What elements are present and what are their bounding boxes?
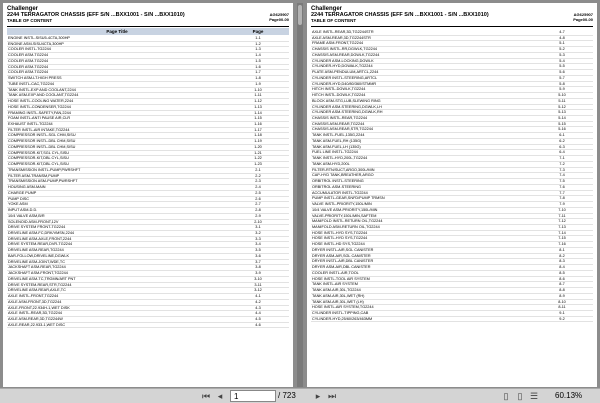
toc-entry-title: TANK ASM-AIR,30L,TG2244 (312, 288, 361, 293)
toc-entry-page: 1-2 (255, 41, 261, 46)
toc-entry-page: 8-10 (558, 299, 566, 304)
toc-entry-title: AXLE ASM-REAR,3D,TG2244W (8, 316, 63, 321)
toc-entry-title: HOSE INSTL-HD SYS,TG2244 (312, 242, 365, 247)
page-total: / 723 (278, 391, 296, 400)
toc-entry-page: 8-8 (559, 288, 565, 293)
toc-entry-title: CHASSIS INSTL-RR,DGWLK,TG2244 (312, 47, 377, 52)
toc-entry-title: DRIVELINE ASM-REAR,TG2244 (8, 248, 64, 253)
toc-entry-page: 8-11 (558, 305, 566, 310)
toc-entry-title: FRAME ASM-FRONT,TG2244 (312, 41, 364, 46)
toc-entry-title: 10/4 VALVE ASM,B/R (8, 213, 45, 218)
toc-entry-page: 1-5 (255, 58, 261, 63)
toc-entry-title: CHASSIS ASM-REAR,TG2244 (312, 121, 365, 126)
toc-entry-page: 4-2 (255, 299, 261, 304)
toc-entry-title: TANK ASM-AIR,30L,WET (LH) (312, 299, 364, 304)
toc-entry-title: CYLINDER ASM-STEERING,DGWLK,RH (312, 110, 383, 115)
toc-entry-page: 2-9 (255, 213, 261, 218)
toc-entry-page: 7-3 (559, 167, 565, 172)
toc-entry-title: CHARGE PUMP (8, 190, 37, 195)
toc-entry-page: 1-9 (255, 81, 261, 86)
toc-entry-title: HOSE INSTL-COOLING WATER,2244 (8, 99, 74, 104)
toc-entry-title: VALVE INSTL-PRIORITY,150L/MIN (312, 202, 372, 207)
toc-entry-page: 3-8 (255, 265, 261, 270)
toc-entry-title: DRYER ASM-AIR,SGL CANISTER (312, 253, 371, 258)
toc-entry-page: 5-7 (559, 75, 565, 80)
toc-entry-title: PLATE ASM-PENDULUM,ARTCL,2244 (312, 70, 379, 75)
toc-entry-page: 1-18 (254, 133, 262, 138)
toc-entry-title: TANK ASM-FUEL,LH (135G) (312, 144, 361, 149)
page-ref-block (269, 12, 289, 22)
scroll-thumb[interactable] (298, 5, 302, 25)
toc-entry-page: 3-4 (255, 242, 261, 247)
toc-entry-page: 3-2 (255, 230, 261, 235)
toc-entry-page: 9-1 (559, 310, 565, 315)
toc-entry-page: 5-2 (559, 47, 565, 52)
toc-entry-title: COOLER INSTL-AIR,TOOL (312, 270, 359, 275)
toc-entry-page: 6-1 (559, 133, 565, 138)
toc-entry-page: 5-14 (558, 116, 566, 121)
toc-entry-title: BAR-FOLLOW,DRIVELINE,DGWLK (8, 253, 69, 258)
toc-entry-title: BLOCK ASM-STG,LUB,SLEWING RING (312, 98, 381, 103)
toc-entry-title: HOSE INSTL-AIR SYSTEM,TG2244 (312, 305, 374, 310)
toc-entry-title: MANIFOLD ASM-RETURN OIL,TG2244 (312, 224, 380, 229)
two-page-view-icon[interactable]: ▯ (517, 391, 523, 401)
toc-entry-title: COOLER INSTL-TG2244 (8, 47, 51, 52)
document-title: 2244 TERRAGATOR CHASSIS (EFF S/N ...BXX1001 - S/N ...BXX1010) (7, 12, 185, 18)
pdf-page-right (307, 3, 597, 387)
toc-entry-title: COOLER ASM-TG2244 (8, 58, 49, 63)
continuous-view-icon[interactable]: ☰ (529, 391, 539, 401)
toc-entry-title: COMPRESSOR INSTL-DBL CHM,SISU (8, 144, 76, 149)
toc-entry-title: VALVE-PRIORITY,150L/MIN,SAFTEM (312, 213, 377, 218)
toc-entry-title: JACKSHAFT ASM-REAR,TG2244 (8, 265, 66, 270)
toc-entry-title: ENGINE ASM-SISU4CTA,300HP (8, 41, 64, 46)
toc-entry-page: 7-8 (559, 196, 565, 201)
toc-entry-title: FILTER-RTN/SUCT,ARGO,300L/MIN (312, 167, 375, 172)
toc-entry-title: DRIVE SYSTEM-REAR,DVR-TG2244 (8, 242, 73, 247)
toc-entry-title: CYLINDER-HYD,DGWALK,TG2244 (312, 64, 373, 69)
toc-entry-title: INPUT ASM-D.D. (8, 208, 38, 213)
toc-entry-page: 8-9 (559, 293, 565, 298)
toc-entry-page: 4-7 (559, 30, 565, 34)
toc-entry-title: ACCUMULATOR INSTL-TG2244 (312, 190, 368, 195)
toc-entry-title: HOUSING ASM-MAIN (8, 185, 46, 190)
page-reference: Page00-00 (269, 17, 289, 22)
toc-entry-page: 8-4 (559, 265, 565, 270)
toc-entry-title: 10/4 VALVE ASM-PRIORITY,150L/MIN (312, 207, 378, 212)
toc-entry-page: 9-2 (559, 316, 565, 321)
toc-entry-page: 2-10 (254, 219, 262, 224)
toc-entry-page: 1-7 (255, 70, 261, 75)
toc-entry-title: CYLINDER INSTL-TIPPING,CAB (312, 310, 369, 315)
toc-entry-page: 1-23 (254, 162, 262, 167)
toc-entry-page: 6-3 (559, 144, 565, 149)
toc-entry-page: 1-19 (254, 139, 262, 144)
toc-entry-page: 3-3 (255, 236, 261, 241)
toc-entry-page: 3-1 (255, 225, 261, 230)
toc-entry-title: TANK INSTL-AIR SYSTEM (312, 282, 358, 287)
toc-entry-title: DRYER ASM-AIR,DBL CANISTER (312, 265, 371, 270)
document-subtitle: TABLE OF CONTENT (311, 18, 357, 23)
toc-entry-page: 4-3 (255, 305, 261, 310)
toc-entry-page: 3-7 (255, 259, 261, 264)
toc-entry-title: AXLE-FRONT,22.934H-1,WET DISK (8, 305, 70, 310)
toc-entry-page: 7-13 (558, 224, 566, 229)
toc-entry-title: HITCH INSTL-DGWLK,TG2244 (312, 87, 366, 92)
toc-entry-title: TRANSMISSION ASM-PUMP,PWRSHFT (8, 179, 78, 184)
toc-entry-title: DRIVELINE ASM-TC,TRGMN/ART PNT (8, 276, 76, 281)
toc-entry-title: TANK INSTL-FUEL,135G,2244 (312, 133, 365, 138)
page-number-input[interactable] (230, 390, 276, 402)
toc-entry-title: DRIVELINE ASM-JOINT,WDE,TC (8, 259, 65, 264)
toc-entry-title: SOLENOID ASM-FRONT,12V (8, 219, 59, 224)
toc-entry-page: 7-1 (559, 156, 565, 161)
page-ref-block (573, 12, 593, 22)
toc-entry-page: 7-4 (559, 173, 565, 178)
toc-entry-page: 1-22 (254, 156, 262, 161)
toc-entry-title: FILTER ASM-TRANSM,PUMP (8, 173, 60, 178)
toc-entry-page: 8-6 (559, 276, 565, 281)
toc-entry-page: 7-5 (559, 179, 565, 184)
toc-entry-page: 2-1 (255, 167, 261, 172)
toc-entry-page: 7-10 (558, 207, 566, 212)
toc-entry-title: ORBITROL ASM-STEERING (312, 184, 362, 189)
toc-entry-title: TANK INSTL-HYD,200L,TG2244 (312, 156, 368, 161)
toc-entry-title: DRYER INSTL-AIR,SGL CANISTER (312, 247, 374, 252)
toc-entry-page: 7-6 (559, 184, 565, 189)
toc-entry-page: 8-1 (559, 247, 565, 252)
toc-entry-page: 4-1 (255, 294, 261, 299)
toc-entry-page: 2-7 (255, 202, 261, 207)
toc-entry-page: 5-16 (558, 127, 566, 132)
toc-entry-page: 7-16 (558, 242, 566, 247)
toc-entry-title: CYLINDER ASM-LOCKING,DGWLK (312, 58, 374, 63)
toc-entry-page: 1-4 (255, 53, 261, 58)
toc-entry-page: 1-20 (254, 144, 262, 149)
column-page-title: Page Title (106, 29, 128, 34)
toc-entry-page: 3-5 (255, 248, 261, 253)
brand-name: Challenger (311, 6, 343, 12)
toc-entry-page: 7-9 (559, 202, 565, 207)
toc-entry-title: AXLE ASM-FRONT,3D,TG2244 (8, 299, 62, 304)
toc-entry-title: TANK INSTL-EXP AND COOLANT,2244 (8, 87, 76, 92)
toc-entry-title: SWITCH ASM-LT.HIGH PRESS (8, 76, 62, 81)
toc-entry-page: 3-9 (255, 271, 261, 276)
toc-entry-page: 1-12 (254, 99, 262, 104)
toc-list-right (311, 30, 593, 322)
toc-entry-page: 7-15 (558, 236, 566, 241)
toc-entry-title: CHASSIS INSTL-REAR,TG2244 (312, 116, 368, 121)
toc-entry-title: CAP-HYD TANK,BREATHER,ARGO (312, 173, 374, 178)
toc-entry-page: 5-6 (559, 70, 565, 75)
toc-entry-title: CYLINDER INSTL-STEERING,ARTCL (312, 75, 378, 80)
toc-entry-page: 5-15 (558, 121, 566, 126)
toc-entry-page: 1-21 (254, 150, 262, 155)
toc-entry-title: FILTER INSTL-AIR INTAKE,TG2244 (8, 127, 70, 132)
toc-entry-page: 8-5 (559, 270, 565, 275)
toc-entry-page: 4-4 (255, 311, 261, 316)
toc-entry-title: HOSE INSTL-HYD SYS,TG2244 (312, 230, 368, 235)
toc-entry-page: 7-12 (558, 219, 566, 224)
toc-entry-title: HOSE INSTL-TOOL AIR SYSTEM (312, 276, 370, 281)
pdf-page-left (3, 3, 293, 387)
toc-entry-page: 8-7 (559, 282, 565, 287)
toc-entry-title: MANIFOLD INSTL-RETURN OIL,TG2244 (312, 219, 383, 224)
toc-entry-page: 8-3 (559, 259, 565, 264)
toc-entry-page: 1-3 (255, 47, 261, 52)
toc-entry-title: CHASSIS ASM-REAR,DGWLK,TG2244 (312, 52, 380, 57)
toc-entry-page: 4-8 (559, 35, 565, 40)
toc-entry-title: TANK ASM-HYD,200L (312, 161, 350, 166)
toc-entry-title: DRIVE SYSTEM-REAR,STR,TG2244 (8, 282, 72, 287)
toc-entry-title: AXLE INSTL-FRONT,TG2244 (8, 294, 59, 299)
toc-entry-title: COOLER ASM-TG2244 (8, 53, 49, 58)
toc-entry-title: DRIVELINE ASM-REAR,AXLE,TC (8, 288, 66, 293)
toc-entry-title: CYLINDER-HYD,25/60/263/463MM (312, 316, 373, 321)
toc-entry-page: 1-11 (254, 93, 262, 98)
header-rule (7, 26, 289, 27)
toc-entry-page: 6-4 (559, 150, 565, 155)
next-page-icon[interactable]: ▸ (315, 391, 321, 401)
toc-entry-title: AXLE INSTL-REAR,3D,TG2244 (8, 311, 63, 316)
toc-entry-page: 5-4 (559, 58, 565, 63)
toc-entry-title: TANK ASM-FUEL,RH (135G) (312, 138, 362, 143)
toc-entry-page: 5-3 (559, 52, 565, 57)
toc-entry-title: COMPRESSOR INSTL-DBL CHM,SISU (8, 139, 76, 144)
toc-entry-page: 5-12 (558, 104, 566, 109)
toc-entry-title: DRIVELINE ASM-AXLE,FRONT,2244 (8, 236, 72, 241)
toc-row[interactable] (311, 317, 593, 323)
toc-entry-page: 5-13 (558, 110, 566, 115)
toc-entry-title: HOSE INSTL-CONDENSER,TG2244 (8, 104, 71, 109)
toc-entry-title: TRANSMISSION INSTL-PUMP,PWRSHFT (8, 167, 81, 172)
toc-entry-page: 2-2 (255, 173, 261, 178)
document-title: 2244 TERRAGATOR CHASSIS (EFF S/N ...BXX1001 - S/N ...BXX1010) (311, 12, 489, 18)
toc-entry-page: 5-1 (559, 41, 565, 46)
single-page-view-icon[interactable]: ▯ (503, 391, 509, 401)
first-page-icon[interactable]: ⏮ (201, 391, 211, 401)
toc-entry-page: 5-8 (559, 81, 565, 86)
toc-entry-title: COMPRESSOR-KIT,DBL CYL,SISU (8, 162, 69, 167)
toc-entry-page: 2-6 (255, 196, 261, 201)
toc-entry-title: FRAMING INSTL-SAFETY,FAN,2244 (8, 110, 71, 115)
toc-entry-title: COOLER ASM-TG2244 (8, 64, 49, 69)
toc-entry-page: 7-11 (558, 213, 566, 218)
toc-entry-page: 2-4 (255, 185, 261, 190)
toc-entry-title: CHASSIS ASM-REAR,STR,TG2244 (312, 127, 373, 132)
toc-entry-page: 1-15 (254, 116, 262, 121)
toc-entry-title: DRIVE SYSTEM FRONT-TG2244 (8, 225, 66, 230)
toc-entry-title: TANK ASM-AIR,30L,WET (RH) (312, 293, 365, 298)
toc-entry-page: 1-8 (255, 76, 261, 81)
toc-entry-title: JACKSHAFT ASM-FRONT,TG2244 (8, 271, 68, 276)
page-reference: Page00-00 (573, 17, 593, 22)
toc-entry-title: COOLER ASM-TG2244 (8, 70, 49, 75)
toc-entry-page: 5-10 (558, 93, 566, 98)
toc-entry-title: COMPRESSOR-KIT,DBL CYL,SISU (8, 156, 69, 161)
toc-column-header (7, 28, 289, 35)
toc-entry-title: YOKE ASM (8, 202, 28, 207)
toc-entry-page: 5-9 (559, 87, 565, 92)
toc-entry-title: HITCH INSTL-DGWLK,TG2244 (312, 93, 366, 98)
toc-entry-title: ORBITROL INSTL-STEERING (312, 179, 364, 184)
page-header (311, 6, 593, 28)
toc-entry-title: TUBE INSTL-CAC,TG2244 (8, 81, 54, 86)
toc-entry-title: TANK ASM-EXP AND COOLANT,TG2244 (8, 93, 79, 98)
column-page: Page (252, 29, 264, 34)
toc-entry-page: 1-1 (255, 36, 261, 40)
toc-entry-page: 2-8 (255, 208, 261, 213)
document-subtitle: TABLE OF CONTENT (7, 18, 53, 23)
last-page-icon[interactable]: ⏭ (327, 391, 337, 401)
toc-entry-page: 7-7 (559, 190, 565, 195)
toc-entry-title: AXLE-REAR,22.933-1,WET DISC (8, 322, 66, 327)
toc-row[interactable] (7, 323, 289, 329)
brand-name: Challenger (7, 6, 39, 12)
toc-entry-title: HOSE INSTL-HYD SYS,TG2244 (312, 236, 368, 241)
toc-entry-title: ENGINE INSTL-SISU5-4CTA,300HP (8, 36, 70, 40)
vertical-scrollbar[interactable] (297, 3, 303, 387)
toc-entry-page: 3-11 (254, 282, 262, 287)
toc-entry-page: 1-16 (254, 122, 262, 127)
toc-entry-page: 7-14 (558, 230, 566, 235)
toc-entry-title: DRIVELINE ASM-FC,DRK/VMSN,2244 (8, 230, 75, 235)
previous-page-icon[interactable]: ◂ (217, 391, 223, 401)
toc-entry-title: DRYER INSTL-AIR,DBL CANISTER (312, 259, 374, 264)
toc-list-left (7, 36, 289, 328)
toc-entry-title: CYLINDER ASM-STEERING,DGWLK,LH (312, 104, 382, 109)
toc-entry-page: 2-3 (255, 179, 261, 184)
toc-entry-page: 5-11 (558, 98, 566, 103)
document-code: AG625907 (269, 12, 289, 17)
toc-entry-page: 7-2 (559, 161, 565, 166)
toc-entry-page: 1-10 (254, 87, 262, 92)
toc-entry-title: FOAM INSTL-ANTI PAUSE AIR,CLR (8, 116, 71, 121)
toc-entry-page: 1-6 (255, 64, 261, 69)
toc-entry-title: COMPRESSOR INSTL-SGL CHM,SISU (8, 133, 76, 138)
header-rule (311, 26, 593, 27)
toc-entry-page: 3-10 (254, 276, 262, 281)
toc-entry-title: AXLE INSTL-REAR,3D,TG2244STR (312, 30, 374, 34)
toc-entry-title: PUMP INSTL-GEAR,SNFD/PUMP TRMSN (312, 196, 385, 201)
toc-entry-page: 1-17 (254, 127, 262, 132)
document-code: AG625907 (573, 12, 593, 17)
toc-entry-page: 6-2 (559, 138, 565, 143)
page-header (7, 6, 289, 28)
toc-entry-title: EXHAUST INSTL-TG2244 (8, 122, 53, 127)
toc-entry-page: 5-5 (559, 64, 565, 69)
toc-entry-page: 1-13 (254, 104, 262, 109)
toc-entry-page: 4-5 (255, 316, 261, 321)
toc-entry-page: 4-6 (255, 322, 261, 327)
toc-entry-title: FUEL LINE INSTL-TG2244 (312, 150, 358, 155)
toc-entry-title: COMPRESSOR-KIT,SGL CYL,SISU (8, 150, 70, 155)
toc-entry-page: 3-6 (255, 253, 261, 258)
toc-entry-title: AXLE ASM-REAR,3D,TG2244STR (312, 35, 371, 40)
zoom-level[interactable]: 60.13% (555, 391, 583, 400)
toc-entry-page: 1-14 (254, 110, 262, 115)
pdf-toolbar (0, 388, 600, 403)
toc-entry-title: PUMP DISC (8, 196, 30, 201)
toc-entry-page: 2-5 (255, 190, 261, 195)
toc-entry-page: 8-2 (559, 253, 565, 258)
toc-entry-title: CYLINDER-HYD,D40/80/360/STMMR (312, 81, 377, 86)
toc-entry-page: 3-12 (254, 288, 262, 293)
